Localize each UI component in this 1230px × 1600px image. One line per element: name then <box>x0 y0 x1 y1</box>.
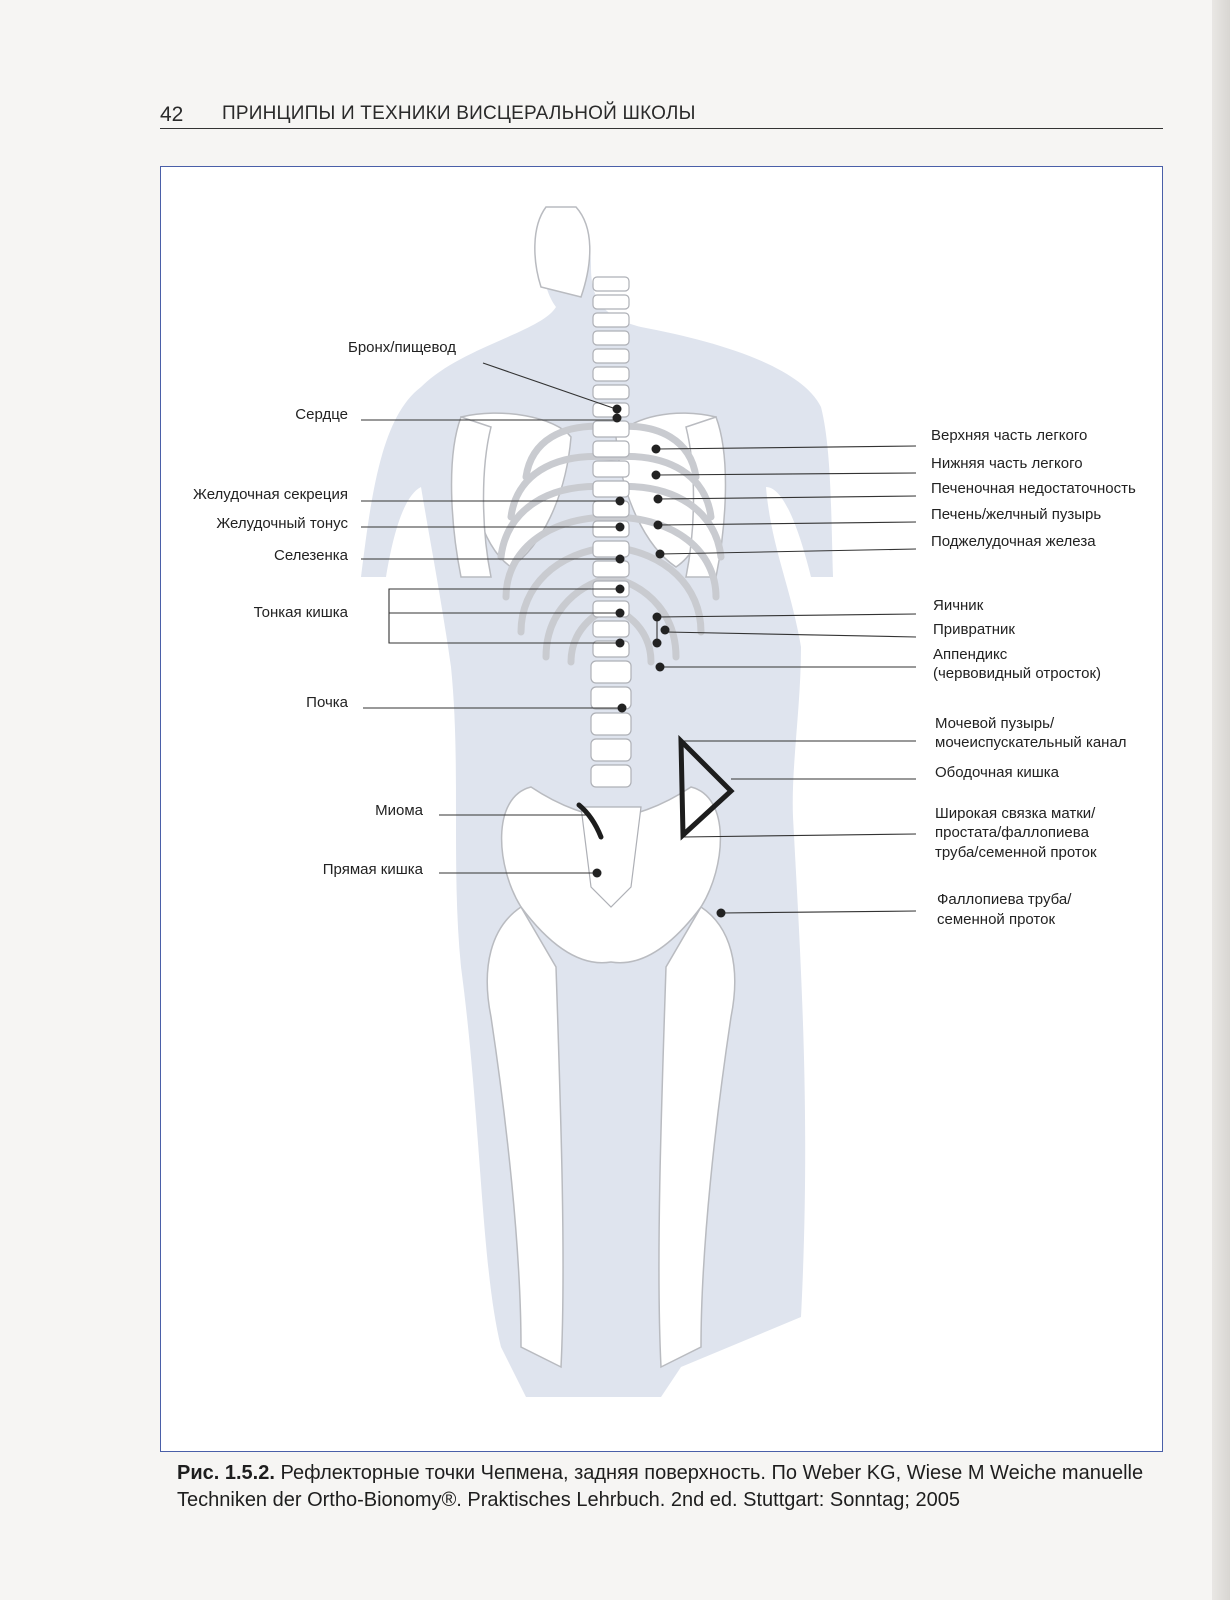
figure-caption <box>177 1460 1157 1514</box>
chapman-points-figure <box>161 167 1164 1453</box>
figure-frame <box>160 166 1163 1452</box>
label-kidney: Почка <box>306 694 348 711</box>
caption-text: Рефлекторные точки Чепмена, задняя поверхность. По Weber KG, Wiese M Weiche manuelle Techniken der Ortho-Bionomy®. Praktisches Lehrbuch. 2nd ed. Stuttgart: Sonntag; 2005 <box>177 1462 1144 1511</box>
label-ligament-3: труба/семенной проток <box>935 844 1097 861</box>
label-pancreas: Поджелудочная железа <box>931 533 1096 550</box>
label-myoma: Миома <box>375 802 423 819</box>
label-lower-lung: Нижняя часть легкого <box>931 455 1083 472</box>
label-rectum: Прямая кишка <box>322 861 423 878</box>
skull-outline <box>535 207 590 297</box>
label-pylorus: Привратник <box>933 621 1015 638</box>
label-ovary: Яичник <box>933 597 984 614</box>
label-ligament-2: простата/фаллопиева <box>935 824 1089 841</box>
label-liver-insufficiency: Печеночная недостаточность <box>931 480 1136 497</box>
label-fallopian-2: семенной проток <box>937 911 1056 928</box>
label-fallopian-1: Фаллопиева труба/ <box>937 891 1072 908</box>
running-title: ПРИНЦИПЫ И ТЕХНИКИ ВИСЦЕРАЛЬНОЙ ШКОЛЫ <box>222 103 696 124</box>
label-upper-lung: Верхняя часть легкого <box>931 427 1088 444</box>
label-ligament-1: Широкая связка матки/ <box>935 805 1096 822</box>
label-bladder-2: мочеиспускательный канал <box>935 734 1127 751</box>
header-rule <box>160 128 1163 129</box>
page-number: 42 <box>160 103 184 126</box>
label-bladder-1: Мочевой пузырь/ <box>935 715 1055 732</box>
label-gastric-secretion: Желудочная секреция <box>193 486 348 503</box>
caption-figure-number: Рис. 1.5.2. <box>177 1462 275 1484</box>
label-appendix-1: Аппендикс <box>933 646 1008 663</box>
label-heart: Сердце <box>295 406 348 423</box>
label-liver-gallbladder: Печень/желчный пузырь <box>931 506 1102 523</box>
labels-right <box>931 427 1136 928</box>
label-small-intestine: Тонкая кишка <box>253 604 348 621</box>
label-appendix-2: (червовидный отросток) <box>933 665 1102 682</box>
label-colon: Ободочная кишка <box>935 764 1059 781</box>
label-bronchus: Бронх/пищевод <box>348 339 457 356</box>
label-spleen: Селезенка <box>273 547 348 564</box>
label-gastric-tone: Желудочный тонус <box>216 515 348 532</box>
page-edge <box>1212 0 1230 1600</box>
